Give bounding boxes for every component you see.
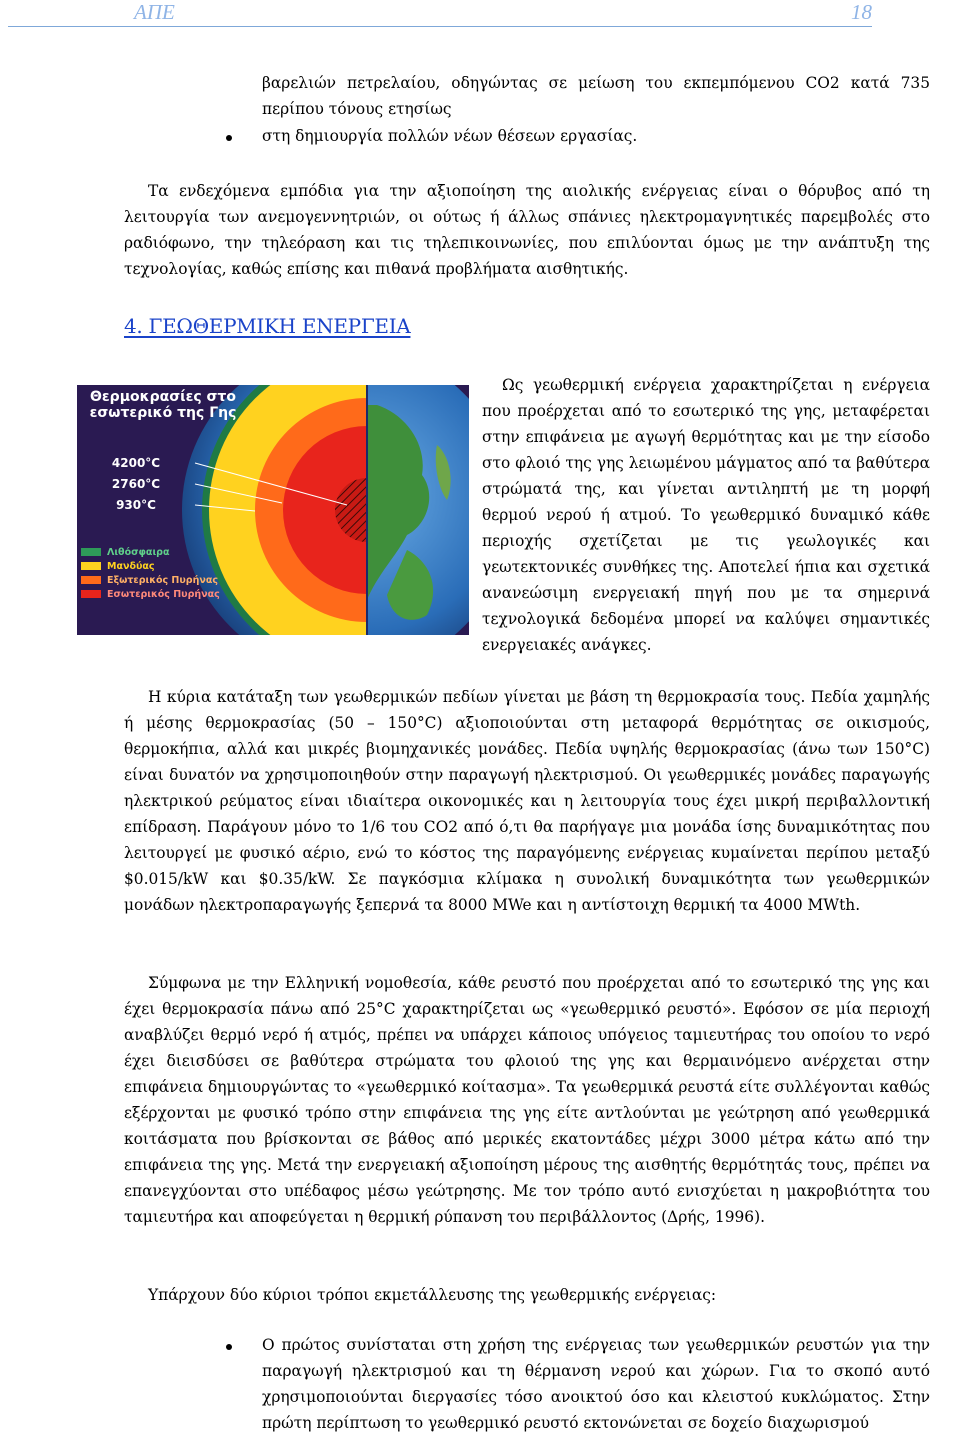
page-number: 18 bbox=[851, 0, 872, 24]
legend-swatch bbox=[81, 590, 101, 598]
legend-label: Λιθόσφαιρα bbox=[107, 547, 170, 558]
legend-swatch bbox=[81, 562, 101, 570]
legend-swatch bbox=[81, 548, 101, 556]
legend-label: Μανδύας bbox=[107, 561, 155, 572]
list-item-continuation: βαρελιών πετρελαίου, οδηγώντας σε μείωση του εκπεμπόμενου CO2 κατά 735 περίπου τόνους ετησίως bbox=[262, 74, 930, 118]
paragraph-classification: Η κύρια κατάταξη των γεωθερμικών πεδίων γίνεται με βάση τη θερμοκρασία τους. Πεδία χαμηλής ή μέσης θερμοκρασίας (50 – 150°C) αξιοποιούνται στη μεταφορά θερμότητας σε οικισμούς, θερμοκήπια, αλλά και μικρές βιομηχανικές μονάδες. Πεδία υψηλής θερμοκρασίας (άνω των 150°C) είναι δυνατόν να χρησιμοποιηθούν στην παραγωγή ηλεκτρισμού. Οι γεωθερμικές μονάδες παραγωγής ηλεκτρικού ρεύματος είναι ιδιαίτερα οικονομικές και η λειτουργία τους έχει μικρή περιβαλλοντική επίδραση. Παράγουν μόνο το 1/6 του CO2 από ό,τι θα παρήγαγε μια μονάδα ίσης δυναμικότητας που λειτουργεί με φυσικό αέριο, ενώ το κόστος της παραγόμενης ενέργειας κυμαίνεται περίπου μεταξύ $0.015/kW και $0.35/kW. Σε παγκόσμια κλίμακα η συνολική δυναμικότητα των γεωθερμικών μονάδων ηλεκτροπαραγωγής ξεπερνά τα 8000 MWe και η αντίστοιχη θερμική τα 4000 MWth. bbox=[124, 688, 930, 914]
header-title: ΑΠΕ bbox=[134, 0, 175, 24]
legend-swatch bbox=[81, 576, 101, 584]
paragraph-definition: Ως γεωθερμική ενέργεια χαρακτηρίζεται η ενέργεια που προέρχεται από το εσωτερικό της γης, μεταφέρεται στην επιφάνεια με αγωγή θερμότητας και με την είσοδο στο φλοιό της γης λειωμένου μάγματος από τα βαθύτερα στρώματά της, και γίνεται αντιληπτή με τη μορφή θερμού νερού ή ατμού. Το γεωθερμικό δυναμικό κάθε περιοχής σχετίζεται με τις γεωλογικές και γεωτεκτονικές συνθήκες της. Αποτελεί ήπια και σχετικά ανανεώσιμη ενεργειακή πηγή που με τα σημερινά τεχνολογικά δεδομένα μπορεί να καλύψει σημαντικές ενεργειακές ανάγκες. bbox=[482, 376, 930, 654]
legend-label: Εσωτερικός Πυρήνας bbox=[107, 589, 220, 600]
legend-label: Εξωτερικός Πυρήνας bbox=[107, 575, 218, 586]
figure-title: Θερμοκρασίες στο εσωτερικό της Γης bbox=[89, 389, 237, 421]
paragraph-exploitation-ways: Υπάρχουν δύο κύριοι τρόποι εκμετάλλευσης της γεωθερμικής ενέργειας: bbox=[148, 1286, 717, 1304]
temp-label: 2760°C bbox=[111, 477, 161, 491]
paragraph-wind: Τα ενδεχόμενα εμπόδια για την αξιοποίηση της αιολικής ενέργειας είναι ο θόρυβος από τη λειτουργία των ανεμογεννητριών, οι ούτως ή άλλως σπάνιες ηλεκτρομαγνητικές παρεμβολές στο ραδιόφωνο, την τηλεόραση και τις τηλεπικοινωνίες, που επιλύονται όμως με την ανάπτυξη της τεχνολογίας, καθώς επίσης και πιθανά προβλήματα αισθητικής. bbox=[124, 182, 930, 278]
paragraph-legislation: Σύμφωνα με την Ελληνική νομοθεσία, κάθε ρευστό που προέρχεται από το εσωτερικό της γης και έχει θερμοκρασία πάνω από 25°C χαρακτηρίζεται ως «γεωθερμικό ρευστό». Εφόσον σε μία περιοχή αναβλύζει θερμό νερό ή ατμός, πρέπει να υπάρχει κάποιος υπόγειος ταμιευτήρας του οποίου το νερό έχει διεισδύσει σε βαθύτερα στρώματα του φλοιού της γης και θερμαινόμενο ανέρχεται στην επιφάνεια δημιουργώντας το «γεωθερμικό κοίτασμα». Τα γεωθερμικά ρευστά είτε συλλέγονται καθώς εξέρχονται με φυσικό τρόπο στην επιφάνεια της γης είτε αντλούνται με γεώτρηση από γεωθερμικά κοιτάσματα που βρίσκονται σε βάθος από μερικές εκατοντάδες μέχρι 3000 μέτρα κάτω από την επιφάνεια της γης. Μετά την ενεργειακή αξιοποίηση μέρους της αισθητής θερμότητάς τους, πρέπει να επανεγχύονται στο υπέδαφος μέσω γεώτρησης. Με τον τρόπο αυτό ενισχύεται η μακροβιότητα του ταμιευτήρα και αποφεύγεται η θερμική ρύπανση του περιβάλλοντος (Δρής, 1996). bbox=[124, 974, 930, 1226]
page-header bbox=[8, 0, 872, 27]
list-item: Ο πρώτος συνίσταται στη χρήση της ενέργειας των γεωθερμικών ρευστών για την παραγωγή ηλεκτρισμού και τη θέρμανση νερού και χώρων. Για το σκοπό αυτό χρησιμοποιούνται διεργασίες τόσο ανοικτού όσο και κλειστού κυκλώματος. Στην πρώτη περίπτωση το γεωθερμικό ρευστό εκτονώνεται σε δοχείο διαχωρισμού bbox=[262, 1336, 930, 1432]
bullet-dot bbox=[226, 1344, 232, 1350]
temp-label: 4200°C bbox=[111, 456, 161, 470]
earth-interior-figure bbox=[77, 385, 469, 635]
list-item: στη δημιουργία πολλών νέων θέσεων εργασίας. bbox=[262, 127, 638, 145]
section-heading: 4. ΓΕΩΘΕΡΜΙΚΗ ΕΝΕΡΓΕΙΑ bbox=[124, 314, 411, 338]
bullet-dot bbox=[226, 135, 232, 141]
temp-label: 930°C bbox=[116, 498, 156, 512]
